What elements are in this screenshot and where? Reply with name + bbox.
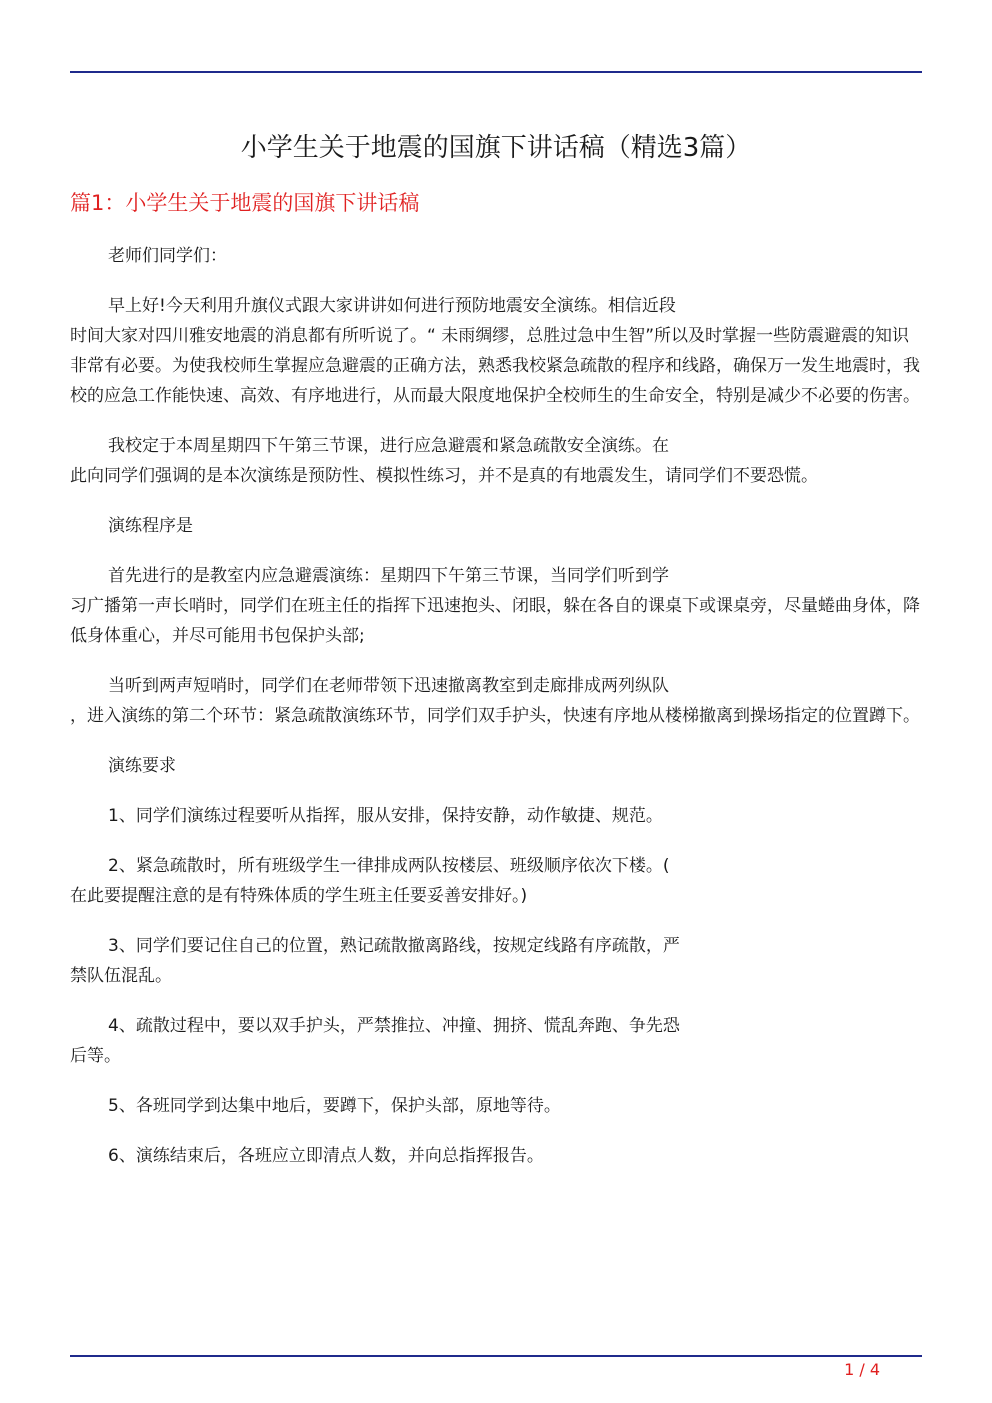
paragraph-first-line: 我校定于本周星期四下午第三节课，进行应急避震和紧急疏散安全演练。在 <box>108 436 669 456</box>
paragraph-first-line: 6、演练结束后，各班应立即清点人数，并向总指挥报告。 <box>108 1146 544 1166</box>
paragraph-first-line: 4、疏散过程中，要以双手护头，严禁推拉、冲撞、拥挤、慌乱奔跑、争先恐 <box>108 1016 680 1036</box>
requirement-item-5 <box>70 1091 922 1121</box>
document-title: 小学生关于地震的国旗下讲话稿（精选3篇） <box>240 133 752 163</box>
paragraph-first-line: 老师们同学们： <box>108 246 227 266</box>
paragraph-first-line: 2、紧急疏散时，所有班级学生一律排成两队按楼层、班级顺序依次下楼。( <box>108 856 670 876</box>
paragraph-continuation: ，进入演练的第二个环节：紧急疏散演练环节，同学们双手护头，快速有序地从楼梯撤离到操场指定的位置蹲下。 <box>70 706 920 726</box>
paragraph-continuation: 此向同学们强调的是本次演练是预防性、模拟性练习，并不是真的有地震发生，请同学们不要恐慌。 <box>70 466 818 486</box>
paragraph-first-line: 1、同学们演练过程要听从指挥，服从安排，保持安静，动作敏捷、规范。 <box>108 806 663 826</box>
paragraph-continuation: 后等。 <box>70 1046 121 1066</box>
paragraph-continuation: 禁队伍混乱。 <box>70 966 172 986</box>
footer-rule <box>70 1355 922 1357</box>
paragraph-first-line: 首先进行的是教室内应急避震演练：星期四下午第三节课，当同学们听到学 <box>108 566 669 586</box>
header-rule <box>70 71 922 73</box>
section-heading: 篇1：小学生关于地震的国旗下讲话稿 <box>70 191 420 215</box>
paragraph-schedule <box>70 431 922 491</box>
paragraph-requirements-label <box>70 751 922 781</box>
paragraph-evacuation-drill <box>70 671 922 731</box>
document-body <box>70 241 922 1191</box>
paragraph-first-line: 演练程序是 <box>108 516 193 536</box>
requirement-item-3 <box>70 931 922 991</box>
paragraph-continuation: 习广播第一声长哨时，同学们在班主任的指挥下迅速抱头、闭眼，躲在各自的课桌下或课桌旁，尽量蜷曲身体，降低身体重心，并尽可能用书包保护头部; <box>70 596 920 646</box>
paragraph-opening <box>70 291 922 411</box>
requirement-item-6 <box>70 1141 922 1171</box>
paragraph-first-line: 5、各班同学到达集中地后，要蹲下，保护头部，原地等待。 <box>108 1096 561 1116</box>
paragraph-first-line: 3、同学们要记住自己的位置，熟记疏散撤离路线，按规定线路有序疏散，严 <box>108 936 680 956</box>
paragraph-first-line: 当听到两声短哨时，同学们在老师带领下迅速撤离教室到走廊排成两列纵队 <box>108 676 669 696</box>
requirement-item-1 <box>70 801 922 831</box>
paragraph-classroom-drill <box>70 561 922 651</box>
paragraph-first-line: 演练要求 <box>108 756 176 776</box>
paragraph-continuation: 时间大家对四川雅安地震的消息都有所听说了。“ 未雨绸缪，总胜过急中生智”所以及时掌握一些防震避震的知识非常有必要。为使我校师生掌握应急避震的正确方法，熟悉我校紧急疏散的程序和线路，确保万一发生地震时，我校的应急工作能快速、高效、有序地进行，从而最大限度地保护全校师生的生命安全，特别是减少不必要的伤害。 <box>70 326 920 406</box>
page-number: 1 / 4 <box>844 1360 880 1379</box>
requirement-item-2 <box>70 851 922 911</box>
requirement-item-4 <box>70 1011 922 1071</box>
paragraph-first-line: 早上好!今天利用升旗仪式跟大家讲讲如何进行预防地震安全演练。相信近段 <box>108 296 676 316</box>
paragraph-procedure-label <box>70 511 922 541</box>
paragraph-continuation: 在此要提醒注意的是有特殊体质的学生班主任要妥善安排好。) <box>70 886 528 906</box>
paragraph-greeting <box>70 241 922 271</box>
